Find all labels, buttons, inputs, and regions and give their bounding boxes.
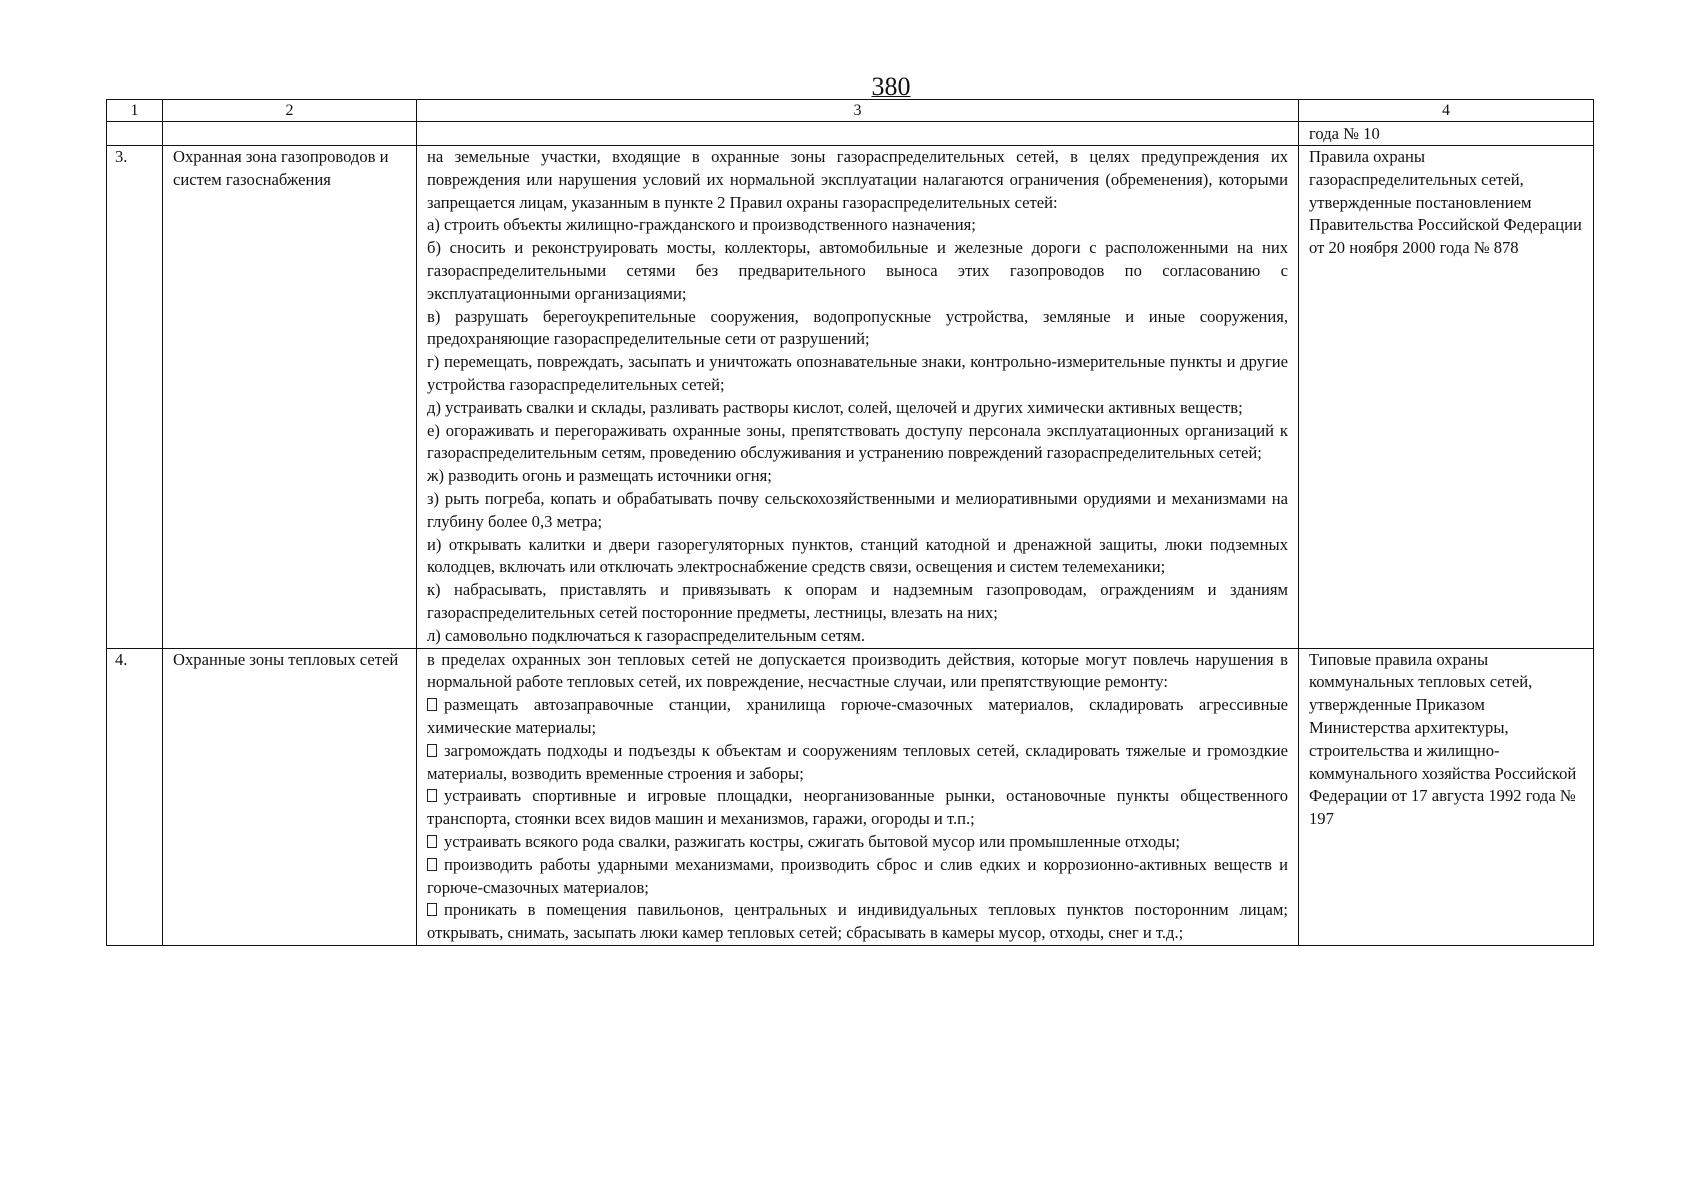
list-item: д) устраивать свалки и склады, разливать растворы кислот, солей, щелочей и других химически активных веществ; xyxy=(427,397,1243,417)
table-row xyxy=(107,146,1594,649)
bullet-box-icon xyxy=(427,903,437,916)
list-item: г) перемещать, повреждать, засыпать и уничтожать опознавательные знаки, контрольно-измерительные пункты и другие устройства газораспределительных сетей; xyxy=(427,352,1288,394)
restrictions-text xyxy=(417,648,1299,945)
bullet-box-icon xyxy=(427,858,437,871)
list-item: в) разрушать берегоукрепительные сооружения, водопропускные устройства, земляные и иные сооружения, предохраняющие газораспределительные сети от разрушений; xyxy=(427,306,1288,349)
list-item xyxy=(427,785,1288,831)
restrictions-text xyxy=(417,146,1299,649)
column-number-row xyxy=(107,100,1594,122)
row-number: 3. xyxy=(107,146,163,649)
bullet-text: загромождать подходы и подъезды к объектам и сооружениям тепловых сетей, складировать тяжелые и громоздкие материалы, возводить временные строения и заборы; xyxy=(427,740,1288,783)
list-item xyxy=(427,831,1288,854)
bullet-text: проникать в помещения павильонов, центральных и индивидуальных тепловых пунктов посторонним лицам; открывать, снимать, засыпать люки камер тепловых сетей; сбрасывать в камеры мусор, отходы, снег и т.д.; xyxy=(427,900,1288,943)
row-number: 4. xyxy=(107,648,163,945)
table-row xyxy=(107,648,1594,945)
list-item: и) открывать калитки и двери газорегуляторных пунктов, станций катодной и дренажной защиты, люки подземных колодцев, включать или отключать электроснабжение средств связи, освещения и систем телемеханики; xyxy=(427,534,1288,577)
bullet-box-icon xyxy=(427,744,437,757)
column-number: 4 xyxy=(1299,100,1594,122)
list-item: е) огораживать и перегораживать охранные зоны, препятствовать доступу персонала эксплуатационных организаций к газораспределительным сетям, проведению обслуживания и устранению повреждений газораспределительных сетей; xyxy=(427,420,1288,463)
list-item: к) набрасывать, приставлять и привязывать к опорам и надземным газопроводам, ограждениям и зданиям газораспределительных сетей посторонние предметы, лестницы, влезать на них; xyxy=(427,580,1288,622)
list-item: л) самовольно подключаться к газораспределительным сетям. xyxy=(427,625,865,645)
list-item: а) строить объекты жилищно-гражданского и производственного назначения; xyxy=(427,215,976,235)
restrictions-intro: в пределах охранных зон тепловых сетей не допускается производить действия, которые могут повлечь нарушения в нормальной работе тепловых сетей, их повреждение, несчастные случаи, или препятствующие ремонту: xyxy=(427,649,1288,692)
bullet-box-icon xyxy=(427,698,437,711)
column-number: 1 xyxy=(107,100,163,122)
list-item: з) рыть погреба, копать и обрабатывать почву сельскохозяйственными и мелиоративными орудиями и механизмами на глубину более 0,3 метра; xyxy=(427,488,1288,531)
page-number: 380 xyxy=(871,72,911,101)
list-item xyxy=(427,854,1288,900)
continuation-row xyxy=(107,122,1594,146)
bullet-text: устраивать всякого рода свалки, разжигать костры, сжигать бытовой мусор или промышленные отходы; xyxy=(444,831,1180,851)
list-item xyxy=(427,899,1288,945)
list-item: ж) разводить огонь и размещать источники огня; xyxy=(427,466,772,486)
list-item xyxy=(427,694,1288,740)
zone-name: Охранная зона газопроводов и систем газоснабжения xyxy=(163,146,417,649)
zone-name: Охранные зоны тепловых сетей xyxy=(163,648,417,945)
continuation-text: года № 10 xyxy=(1299,122,1594,146)
restrictions-intro: на земельные участки, входящие в охранные зоны газораспределительных сетей, в целях предупреждения их повреждения или нарушения условий их нормальной эксплуатации налагаются ограничения (обременения), которыми запрещается лицам, указанным в пункте 2 Правил охраны газораспределительных сетей: xyxy=(427,147,1288,212)
bullet-text: размещать автозаправочные станции, хранилища горюче-смазочных материалов, складировать агрессивные химические материалы; xyxy=(427,695,1288,737)
bullet-text: производить работы ударными механизмами, производить сброс и слив едких и коррозионно-активных веществ и горюче-смазочных материалов; xyxy=(427,854,1288,897)
bullet-box-icon xyxy=(427,789,437,802)
legal-source: Типовые правила охраны коммунальных тепловых сетей, утвержденные Приказом Министерства архитектуры, строительства и жилищно-коммунального хозяйства Российской Федерации от 17 августа 1992 года № 197 xyxy=(1299,648,1594,945)
restrictions-table xyxy=(106,99,1594,946)
legal-source: Правила охраны газораспределительных сетей, утвержденные постановлением Правительства Российской Федерации от 20 ноября 2000 года № 878 xyxy=(1299,146,1594,649)
column-number: 2 xyxy=(163,100,417,122)
bullet-text: устраивать спортивные и игровые площадки, неорганизованные рынки, остановочные пункты общественного транспорта, стоянки всех видов машин и механизмов, гаражи, огороды и т.п.; xyxy=(427,786,1288,829)
list-item: б) сносить и реконструировать мосты, коллекторы, автомобильные и железные дороги с расположенными на них газораспределительными сетями без предварительного выноса этих газопроводов по согласованию с эксплуатационными организациями; xyxy=(427,238,1288,303)
column-number: 3 xyxy=(417,100,1299,122)
list-item xyxy=(427,740,1288,786)
bullet-box-icon xyxy=(427,835,437,848)
